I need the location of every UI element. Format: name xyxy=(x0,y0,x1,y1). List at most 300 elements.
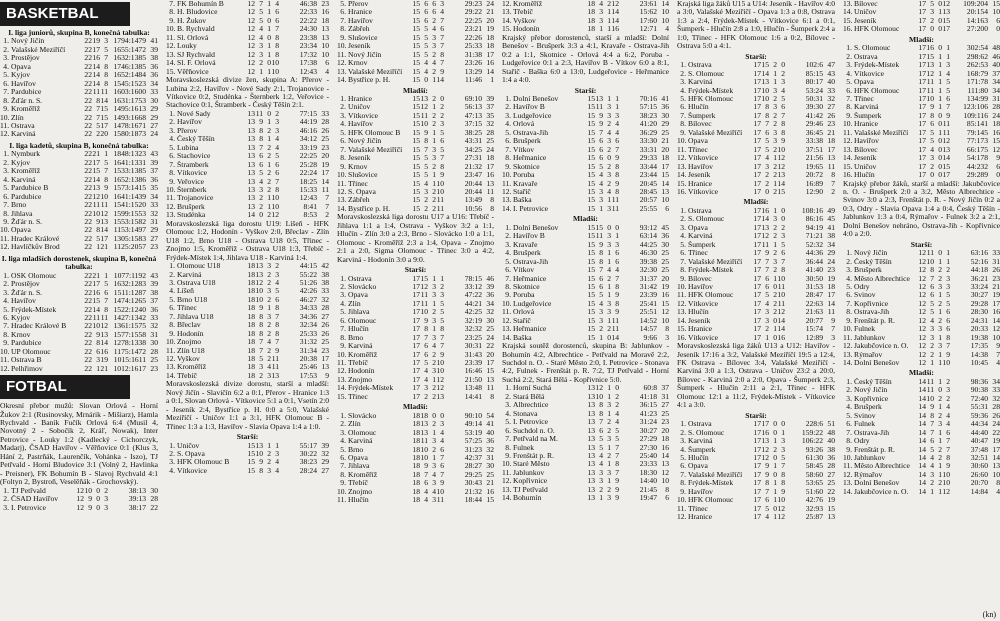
stat-cell: 16 xyxy=(92,53,100,63)
stat-cell: 4 xyxy=(432,486,436,496)
stat-cell: 22 xyxy=(84,53,92,63)
stat-cell: 1 xyxy=(938,469,942,479)
stat-cell: 12 xyxy=(918,298,926,308)
points-cell: 19 xyxy=(992,290,1000,300)
rank-cell: 2. xyxy=(505,391,511,401)
stat-cell: 6 xyxy=(765,495,769,505)
score-cell: 41:18 xyxy=(639,391,657,401)
team-cell: Prostějov xyxy=(11,280,40,289)
stat-cell: 16 xyxy=(92,287,100,297)
score-cell: 18:44 xyxy=(464,495,482,505)
team-cell: Nové Sady xyxy=(177,109,211,118)
stat-cell: 7 xyxy=(946,436,950,446)
points-cell: 36 xyxy=(661,231,669,241)
team-cell: Hlučín xyxy=(688,454,709,463)
stat-cell: 17 xyxy=(918,0,926,8)
stat-cell: 6 xyxy=(424,349,428,359)
stat-cell: 0 xyxy=(781,419,785,429)
score-cell: 32:34 xyxy=(299,320,317,330)
stat-cell: 11 xyxy=(777,281,785,291)
stat-cell: 8 xyxy=(259,328,263,338)
team-cell: Odry xyxy=(854,282,870,291)
stat-cell: 4 xyxy=(424,58,428,68)
stat-cell: 17 xyxy=(753,127,761,137)
team-cell: Hlučín xyxy=(348,325,369,334)
stat-cell: 17 xyxy=(753,478,761,488)
team-cell: Třinec xyxy=(348,179,368,188)
score-cell: 38:25 xyxy=(464,127,482,137)
stat-cell: 5 xyxy=(615,434,619,444)
rank-cell: 10. xyxy=(843,453,853,463)
team-cell: Brušperk xyxy=(854,266,882,275)
stat-cell: 5 xyxy=(104,44,108,54)
rank-cell: 12. xyxy=(677,512,687,522)
team-cell: I. Petrovice xyxy=(513,418,549,427)
team-cell: HFK Olomouc xyxy=(688,496,734,505)
stat-cell: 10 xyxy=(777,144,785,154)
stat-cell: 2 xyxy=(607,417,611,427)
stat-cell: 5 xyxy=(930,307,934,317)
stat-cell: 14 xyxy=(777,315,785,325)
team-cell: Brušperk xyxy=(177,202,205,211)
team-cell: Opava xyxy=(688,223,708,232)
stat-cell: 2 xyxy=(607,119,611,129)
team-cell: Kravaře xyxy=(513,240,538,249)
stat-cell: 1 xyxy=(267,201,271,211)
points-cell: 25 xyxy=(321,134,329,144)
points-cell: 15 xyxy=(486,366,494,376)
stat-cell: 3 xyxy=(781,436,785,446)
score-cell: 47:22 xyxy=(464,290,482,300)
stat-cell: 7 xyxy=(96,112,100,122)
stat-cell: 10 xyxy=(777,290,785,300)
score-cell: 22:63 xyxy=(805,298,823,308)
points-cell: 38 xyxy=(150,287,158,297)
stat-cell: 3 xyxy=(930,7,934,17)
stat-cell: 2 xyxy=(432,93,436,103)
stat-cell: 1 xyxy=(267,134,271,144)
stat-cell: 2 xyxy=(938,444,942,454)
rank-cell: 12. xyxy=(166,41,176,51)
score-cell: 1848:1323 xyxy=(113,149,146,159)
rank-cell: 2. xyxy=(846,51,852,61)
stat-cell: 2 xyxy=(267,269,271,279)
stat-cell: 17 xyxy=(753,119,761,129)
team-cell: OSK Olomouc xyxy=(11,271,57,280)
team-cell: Slovácko xyxy=(348,282,377,291)
score-cell: 54:178 xyxy=(966,153,988,163)
stat-cell: 3 xyxy=(599,307,603,317)
stat-cell: 11 xyxy=(255,108,263,118)
stat-cell: 17 xyxy=(753,68,761,78)
team-cell: Zlín xyxy=(348,299,361,308)
rank-cell: 12. xyxy=(843,136,853,146)
stat-cell: 7 xyxy=(765,265,769,275)
team-cell: HFK Olomouc B xyxy=(177,458,230,467)
stat-cell: 2 xyxy=(432,383,436,393)
team-cell: I. Petrovice xyxy=(11,503,47,512)
stat-cell: 12 xyxy=(942,136,950,146)
points-cell: 14 xyxy=(661,451,669,461)
stat-cell: 6 xyxy=(424,478,428,488)
points-cell: 36 xyxy=(486,436,494,446)
stat-cell: 18 xyxy=(412,461,420,471)
points-cell: 13 xyxy=(827,153,835,163)
stat-cell: 1 xyxy=(599,24,603,34)
rank-cell: 9. xyxy=(505,290,511,300)
points-cell: 28 xyxy=(321,117,329,127)
stat-cell: 2 xyxy=(432,419,436,429)
team-cell: Ostrava-Jih xyxy=(513,257,549,266)
score-cell: 20:33 xyxy=(970,324,988,334)
score-cell: 1746:1385 xyxy=(113,61,146,71)
stat-cell: 13 xyxy=(247,159,255,169)
stat-cell: 3 xyxy=(267,370,271,380)
rank-cell: 16. xyxy=(677,332,687,342)
rank-cell: 10. xyxy=(166,24,176,34)
points-cell: 18 xyxy=(486,153,494,163)
stat-cell: 17 xyxy=(753,231,761,241)
team-cell: Svinov xyxy=(854,291,876,300)
stat-cell: 4 xyxy=(599,170,603,180)
stat-cell: 15 xyxy=(587,186,595,196)
score-cell: 46:38 xyxy=(299,0,317,8)
rank-cell: 5. xyxy=(680,239,686,249)
stat-cell: 4 xyxy=(615,127,619,137)
score-cell: 44:36 xyxy=(805,248,823,258)
rank-cell: 1. xyxy=(505,383,511,393)
stat-cell: 0 xyxy=(765,186,769,196)
stat-cell: 22 xyxy=(84,312,92,322)
stat-cell: 10 xyxy=(255,294,263,304)
stat-cell: 11 xyxy=(100,312,108,322)
stat-cell: 14 xyxy=(918,376,926,386)
stat-cell: 0 xyxy=(773,503,777,513)
points-cell: 22 xyxy=(827,486,835,496)
score-cell: 1533:1385 xyxy=(113,166,146,176)
stat-cell: 14 xyxy=(436,75,444,85)
points-cell: 13 xyxy=(321,24,329,34)
team-cell: Bílovec xyxy=(854,0,878,8)
league-heading: I. liga kadetů, skupina B, konečná tabulka: xyxy=(9,140,149,150)
stat-cell: 3 xyxy=(946,273,950,283)
team-cell: Věřňovice xyxy=(177,67,209,76)
stat-cell: 17 xyxy=(753,453,761,463)
stat-cell: 6 xyxy=(440,444,444,454)
stat-cell: 2 xyxy=(267,354,271,364)
rank-cell: 4. xyxy=(169,465,175,475)
stat-cell: 1 xyxy=(773,205,777,215)
stat-cell: 12 xyxy=(100,208,108,218)
score-cell: 42:25 xyxy=(464,307,482,317)
points-cell: 36 xyxy=(661,102,669,112)
team-cell: Baška xyxy=(513,333,532,342)
points-cell: 13 xyxy=(992,461,1000,471)
stat-cell: 17 xyxy=(918,77,926,87)
score-cell: 30:22 xyxy=(299,449,317,459)
stat-cell: 15 xyxy=(587,119,595,129)
team-cell: Nový Jičín xyxy=(11,37,45,46)
points-cell: 31 xyxy=(150,216,158,226)
stat-cell: 10 xyxy=(271,201,279,211)
points-cell: 38 xyxy=(827,444,835,454)
standings-table xyxy=(502,0,669,34)
stat-cell: 1 xyxy=(259,66,263,76)
standings-table xyxy=(166,0,329,76)
stat-cell: 18 xyxy=(412,419,420,429)
team-cell: Třinec xyxy=(854,94,874,103)
stat-cell: 0 xyxy=(938,119,942,129)
team-cell: Líšeň xyxy=(177,287,194,296)
score-cell: 44:25 xyxy=(639,239,657,249)
stat-cell: 17 xyxy=(918,7,926,17)
rank-cell: 12. xyxy=(502,186,512,196)
stat-cell: 12 xyxy=(436,374,444,384)
points-cell: 34 xyxy=(486,298,494,308)
score-cell: 10:45 xyxy=(970,358,988,368)
stat-cell: 4 xyxy=(765,512,769,522)
rank-cell: 1. xyxy=(680,419,686,429)
rank-cell: 10. xyxy=(0,225,10,235)
team-cell: Havířov xyxy=(688,282,713,291)
score-cell: 31:42 xyxy=(639,281,657,291)
stat-cell: 2 xyxy=(440,281,444,291)
stat-cell: 8 xyxy=(275,32,279,42)
stat-cell: 3 xyxy=(432,32,436,42)
rank-cell: 15. xyxy=(337,391,347,401)
score-cell: 41:20 xyxy=(639,119,657,129)
team-cell: Hlučín xyxy=(854,171,875,180)
table-row xyxy=(677,513,835,521)
points-cell: 13 xyxy=(321,32,329,42)
points-cell: 14 xyxy=(321,176,329,186)
stat-cell: 12 xyxy=(76,485,84,495)
stat-cell: 17 xyxy=(100,233,108,243)
stat-cell: 13 xyxy=(100,329,108,339)
table-row xyxy=(166,467,329,475)
stat-cell: 4 xyxy=(599,178,603,188)
stat-cell: 7 xyxy=(930,419,934,429)
rank-cell: 14. xyxy=(677,315,687,325)
stat-cell: 12 xyxy=(100,321,108,331)
points-cell: 21 xyxy=(827,127,835,137)
stat-cell: 4 xyxy=(765,298,769,308)
rank-cell: 8. xyxy=(169,7,175,17)
stat-cell: 8 xyxy=(275,184,279,194)
rank-cell: 10. xyxy=(677,281,687,291)
stat-cell: 3 xyxy=(607,298,611,308)
points-cell: 14 xyxy=(992,453,1000,463)
stat-cell: 15 xyxy=(412,0,420,8)
score-cell: 108:16 xyxy=(801,205,823,215)
stat-cell: 14 xyxy=(92,174,100,184)
stat-cell: 2 xyxy=(259,58,263,68)
team-cell: Nový Jičín xyxy=(348,137,382,146)
rank-cell: 1. xyxy=(169,261,175,271)
score-cell: 20:77 xyxy=(805,315,823,325)
stat-cell: 1 xyxy=(599,203,603,213)
stat-cell: 9 xyxy=(88,502,92,512)
stat-cell: 11 xyxy=(92,312,100,322)
score-cell: 17:35 xyxy=(970,341,988,351)
stat-cell: 8 xyxy=(781,119,785,129)
points-cell: 7 xyxy=(831,324,835,334)
stat-cell: 7 xyxy=(615,144,619,154)
stat-cell: 3 xyxy=(938,341,942,351)
stat-cell: 3 xyxy=(432,41,436,51)
stat-cell: 6 xyxy=(946,315,950,325)
team-cell: Třinec xyxy=(688,504,708,513)
stat-cell: 3 xyxy=(440,419,444,429)
stat-cell: 8 xyxy=(930,265,934,275)
score-cell: 72:40 xyxy=(970,393,988,403)
stat-cell: 16 xyxy=(761,427,769,437)
stat-cell: 2 xyxy=(773,119,777,129)
points-cell: 17 xyxy=(661,161,669,171)
team-cell: I. Petrovice xyxy=(513,204,549,213)
rank-cell: 3. xyxy=(3,53,9,63)
rank-cell: 2. xyxy=(169,269,175,279)
team-cell: Krnov xyxy=(11,330,31,339)
stat-cell: 1 xyxy=(267,440,271,450)
score-cell: 168:79 xyxy=(966,68,988,78)
stat-cell: 18 xyxy=(247,370,255,380)
stat-cell: 17 xyxy=(918,170,926,180)
stat-cell: 3 xyxy=(607,203,611,213)
rank-cell: 8. xyxy=(3,95,9,105)
score-cell: 30:27 xyxy=(639,425,657,435)
stat-cell: 5 xyxy=(946,85,950,95)
score-cell: 36:45 xyxy=(805,127,823,137)
points-cell: 17 xyxy=(486,49,494,59)
team-cell: Ostrava-Jih xyxy=(854,308,890,317)
rank-cell: 11. xyxy=(337,358,347,368)
score-cell: 38:23 xyxy=(299,457,317,467)
points-cell: 12 xyxy=(992,324,1000,334)
stat-cell: 7 xyxy=(615,273,619,283)
team-cell: TJ Petřvald xyxy=(11,486,46,495)
stat-cell: 1 xyxy=(938,60,942,70)
score-cell: 25:33 xyxy=(299,328,317,338)
stat-cell: 10 xyxy=(271,193,279,203)
stat-cell: 0 xyxy=(607,222,611,232)
points-cell: 34 xyxy=(992,376,1000,386)
stat-cell: 2 xyxy=(267,176,271,186)
stat-cell: 3 xyxy=(781,77,785,87)
stat-cell: 8 xyxy=(781,265,785,275)
score-cell: 1632:1385 xyxy=(113,53,146,63)
stat-cell: 7 xyxy=(765,486,769,496)
stat-cell: 22 xyxy=(84,338,92,348)
stat-cell: 2 xyxy=(773,248,777,258)
stat-cell: 22 xyxy=(84,200,92,210)
points-cell: 17 xyxy=(486,161,494,171)
rank-cell: 7. xyxy=(505,144,511,154)
score-cell: 26:60 xyxy=(970,469,988,479)
points-cell: 10 xyxy=(992,7,1000,17)
points-cell: 16 xyxy=(992,307,1000,317)
rank-cell: 5. xyxy=(505,417,511,427)
score-cell: 228:6 xyxy=(805,419,823,429)
stat-cell: 3 xyxy=(267,465,271,475)
points-cell: 9 xyxy=(325,370,329,380)
team-cell: Albrechtice xyxy=(513,401,549,410)
rank-cell: 9. xyxy=(846,444,852,454)
stat-cell: 12 xyxy=(420,281,428,291)
stat-cell: 17 xyxy=(918,102,926,112)
stat-cell: 3 xyxy=(765,161,769,171)
stat-cell: 8 xyxy=(424,136,428,146)
stat-cell: 13 xyxy=(255,269,263,279)
stat-cell: 7 xyxy=(259,337,263,347)
stat-cell: 17 xyxy=(918,51,926,61)
points-cell: 39 xyxy=(321,440,329,450)
rank-cell: 5. xyxy=(505,256,511,266)
stat-cell: 3 xyxy=(938,281,942,291)
score-cell: 51:26 xyxy=(299,277,317,287)
team-cell: Třinec xyxy=(177,304,197,313)
rank-cell: 13. xyxy=(502,7,512,17)
points-cell: 33 xyxy=(827,85,835,95)
stat-cell: 1 xyxy=(773,153,777,163)
score-cell: 31:53 xyxy=(805,281,823,291)
rank-cell: 1. xyxy=(846,248,852,258)
team-cell: ČSAD Havířov xyxy=(11,495,59,504)
rank-cell: 5. xyxy=(169,142,175,152)
rank-cell: 10. xyxy=(337,486,347,496)
stat-cell: 15 xyxy=(587,290,595,300)
stat-cell: 7 xyxy=(946,444,950,454)
stat-cell: 3 xyxy=(96,355,100,365)
stat-cell: 1 xyxy=(773,461,777,471)
stat-cell: 6 xyxy=(440,136,444,146)
stat-cell: 4 xyxy=(275,0,279,8)
stat-cell: 17 xyxy=(753,144,761,154)
stat-cell: 15 xyxy=(587,161,595,171)
score-cell: 70:16 xyxy=(639,93,657,103)
stat-cell: 16 xyxy=(777,332,785,342)
points-cell: 7 xyxy=(325,193,329,203)
stat-cell: 4 xyxy=(267,362,271,372)
points-cell: 6 xyxy=(665,203,669,213)
stat-cell: 6 xyxy=(259,151,263,161)
points-cell: 1 xyxy=(490,75,494,85)
points-cell: 28 xyxy=(150,494,158,504)
points-cell: 26 xyxy=(992,265,1000,275)
stat-cell: 5 xyxy=(765,144,769,154)
points-cell: 32 xyxy=(486,119,494,129)
score-cell: 23:44 xyxy=(639,170,657,180)
stat-cell: 1 xyxy=(267,41,271,51)
stat-cell: 1 xyxy=(773,77,777,87)
stat-cell: 10 xyxy=(777,495,785,505)
stat-cell: 7 xyxy=(946,341,950,351)
stat-cell: 17 xyxy=(918,93,926,103)
stat-cell: 5 xyxy=(440,307,444,317)
stat-cell: 22 xyxy=(84,296,92,306)
team-cell: Jablunkov xyxy=(854,454,886,463)
team-cell: Pardubice xyxy=(11,339,42,348)
stat-cell: 8 xyxy=(96,95,100,105)
points-cell: 28 xyxy=(321,303,329,313)
team-cell: Ostrava xyxy=(348,274,372,283)
points-cell: 27 xyxy=(321,311,329,321)
stat-cell: 17 xyxy=(412,349,420,359)
stat-cell: 17 xyxy=(918,60,926,70)
score-cell: 63:16 xyxy=(970,248,988,258)
stat-cell: 4 xyxy=(615,119,619,129)
stat-cell: 4 xyxy=(599,298,603,308)
